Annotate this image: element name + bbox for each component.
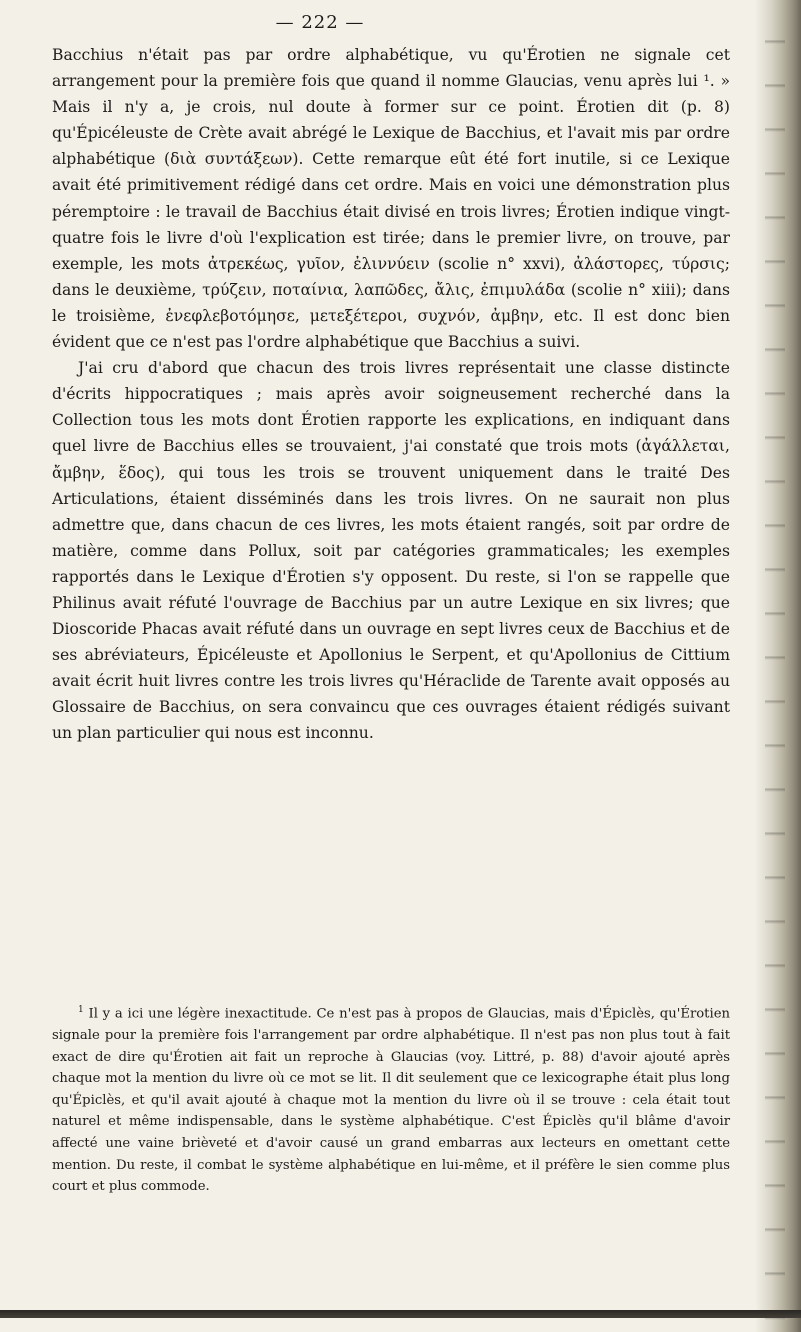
footnote-marker: 1: [78, 1005, 84, 1015]
footnote-text: Il y a ici une légère inexactitude. Ce n'est pas à propos de Glaucias, mais d'Épiclès, qu'Érotien signale pour la première fois l'arrangement par ordre alphabétique. Il n'est pas non plus tout à fait exact de dire qu'Érotien ait fait un reproche à Glaucias (voy. Littré, p. 88) d'avoir ajouté après chaque mot la mention du livre où ce mot se lit. Il dit seulement que ce lexicographe était plus long qu'Épiclès, et qu'il avait ajouté à chaque mot la mention du livre où il se trouve : cela était tout naturel et même indispensable, dans le système alphabétique. C'est Épiclès qu'il blâme d'avoir affecté une vaine brièveté et d'avoir causé un grand embarras aux lecteurs en omettant cette mention. Du reste, il combat le système alphabétique en lui-même, et il préfère le sien comme plus court et plus commode.: [52, 1006, 730, 1195]
footnotes: [52, 1000, 730, 1198]
bottom-scan-border: [0, 1310, 801, 1318]
page-edge-marks: [765, 0, 785, 1332]
paragraph-2: J'ai cru d'abord que chacun des trois livres représentait une classe distincte d'écrits hippocratiques ; mais après avoir soigneusement recherché dans la Collection tous les mots dont Érotien rapporte les explications, en indiquant dans quel livre de Bacchius elles se trouvaient, j'ai constaté que trois mots (ἀγάλλεται, ἄμβην, ἕδος), qui tous les trois se trouvent uniquement dans le traité Des Articulations, étaient disséminés dans les trois livres. On ne saurait non plus admettre que, dans chacun de ces livres, les mots étaient rangés, soit par ordre de matière, comme dans Pollux, soit par catégories grammaticales; les exemples rapportés dans le Lexique d'Érotien s'y opposent. Du reste, si l'on se rappelle que Philinus avait réfuté l'ouvrage de Bacchius par un autre Lexique en six livres; que Dioscoride Phacas avait réfuté dans un ouvrage en sept livres ceux de Bacchius et de ses abréviateurs, Épicéleuste et Apollonius le Serpent, et qu'Apollonius de Cittium avait écrit huit livres contre les trois livres qu'Héraclide de Tarente avait opposés au Glossaire de Bacchius, on sera convaincu que ces ouvrages étaient rédigés suivant un plan particulier qui nous est inconnu.: [52, 359, 730, 743]
main-text: [52, 42, 730, 747]
page-number: — 222 —: [275, 12, 365, 33]
footnote-1: [52, 1000, 730, 1198]
paragraph-1: Bacchius n'était pas par ordre alphabétique, vu qu'Érotien ne signale cet arrangement pour la première fois que quand il nomme Glaucias, venu après lui ¹. » Mais il n'y a, je crois, nul doute à former sur ce point. Érotien dit (p. 8) qu'Épicéleuste de Crète avait abrégé le Lexique de Bacchius, et l'avait mis par ordre alphabétique (διὰ συντάξεων). Cette remarque eût été fort inutile, si ce Lexique avait été primitivement rédigé dans cet ordre. Mais en voici une démonstration plus péremptoire : le travail de Bacchius était divisé en trois livres; Érotien indique vingt-quatre fois le livre d'où l'explication est tirée; dans le premier livre, on trouve, par exemple, les mots ἀτρεκέως, γυῖον, ἐλιννύειν (scolie n° xxvi), ἀλάστορες, τύρσις; dans le deuxième, τρύζειν, ποταίνια, λαπῶδες, ἄλις, ἐπιμυλάδα (scolie n° xiii); dans le troisième, ἐνεφλεβοτόμησε, μετεξέτεροι, συχνόν, ἀμβην, etc. Il est donc bien évident que ce n'est pas l'ordre alphabétique que Bacchius a suivi.: [52, 46, 730, 352]
